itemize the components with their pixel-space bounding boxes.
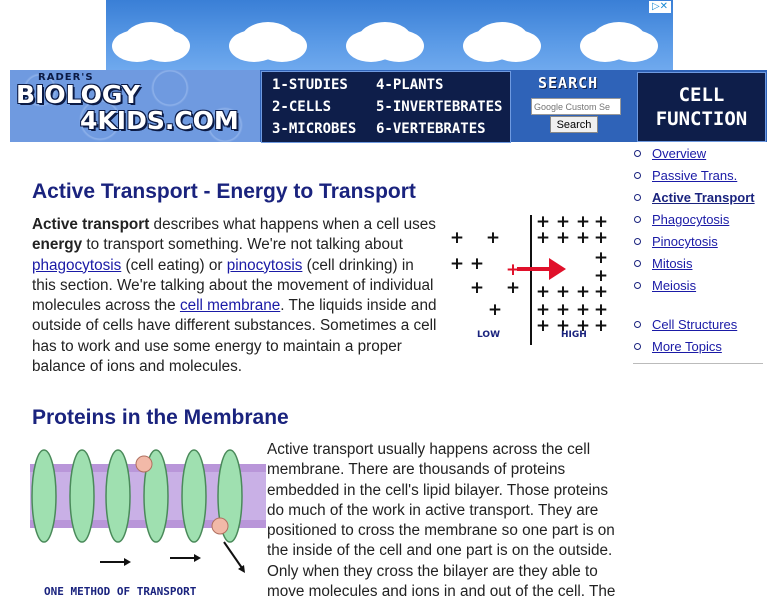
site-header bbox=[10, 70, 767, 142]
sidebar-item-meiosis[interactable] bbox=[633, 276, 767, 298]
plus-sign: + bbox=[555, 228, 571, 248]
sidebar-item-more-topics[interactable] bbox=[633, 337, 767, 359]
sidebar-link[interactable]: Passive Trans. bbox=[652, 168, 738, 183]
bullet-icon bbox=[634, 172, 641, 179]
sidebar-link[interactable]: Mitosis bbox=[652, 256, 693, 271]
link-phagocytosis[interactable]: phagocytosis bbox=[32, 256, 122, 274]
search-panel bbox=[518, 70, 635, 142]
protein-channel bbox=[32, 450, 56, 542]
section-banner-line2: FUNCTION bbox=[655, 108, 748, 130]
sidebar-item-mitosis[interactable] bbox=[633, 254, 767, 276]
intro-paragraph bbox=[32, 215, 437, 377]
plus-sign: + bbox=[575, 300, 591, 320]
protein-channel bbox=[106, 450, 130, 542]
plus-signs bbox=[450, 212, 608, 336]
sidebar-link[interactable]: Pinocytosis bbox=[652, 234, 718, 249]
plus-sign: + bbox=[555, 300, 571, 320]
text-run: (cell eating) or bbox=[121, 256, 227, 274]
logo-line2: 4KIDS.COM bbox=[80, 106, 239, 135]
bullet-icon bbox=[634, 238, 641, 245]
plus-sign: + bbox=[469, 254, 485, 274]
flow-arrow bbox=[224, 542, 242, 568]
bullet-icon bbox=[634, 260, 641, 267]
molecule-outside bbox=[136, 456, 152, 472]
bullet-icon bbox=[634, 150, 641, 157]
plus-sign: + bbox=[575, 316, 591, 336]
sidebar-link[interactable]: Active Transport bbox=[652, 190, 755, 205]
flow-arrowhead bbox=[194, 554, 201, 562]
sidebar-item-passive-transport[interactable] bbox=[633, 166, 767, 188]
flow-arrowhead bbox=[124, 558, 131, 566]
sidebar-link[interactable]: Cell Structures bbox=[652, 317, 738, 332]
section-heading-proteins: Proteins in the Membrane bbox=[32, 406, 289, 429]
logo-line1: BIOLOGY bbox=[16, 80, 140, 109]
plus-sign: + bbox=[593, 316, 609, 336]
plus-sign: + bbox=[575, 282, 591, 302]
cloud-shape bbox=[241, 22, 295, 58]
main-content bbox=[32, 180, 622, 204]
bullet-icon bbox=[634, 343, 641, 350]
plus-sign: + bbox=[535, 282, 551, 302]
bullet-icon bbox=[634, 216, 641, 223]
plus-sign: + bbox=[485, 228, 501, 248]
plus-sign: + bbox=[555, 316, 571, 336]
plus-sign: + bbox=[575, 212, 591, 232]
cloud-shape bbox=[358, 22, 412, 58]
sidebar-item-active-transport[interactable] bbox=[633, 188, 767, 210]
plus-sign: + bbox=[593, 212, 609, 232]
main-nav bbox=[261, 71, 511, 143]
link-cell-membrane[interactable]: cell membrane bbox=[179, 297, 281, 315]
text-run: (cell drinking) in this section. We're talking about the movement of individual molecules across the bbox=[32, 256, 434, 315]
plus-sign: + bbox=[535, 300, 551, 320]
diagram-caption: ONE METHOD OF TRANSPORT bbox=[44, 585, 197, 598]
cloud-shape bbox=[124, 22, 178, 58]
ad-choices-icon[interactable]: ▷✕ bbox=[649, 1, 671, 13]
plus-sign: + bbox=[487, 300, 503, 320]
section-banner[interactable] bbox=[637, 72, 766, 142]
plus-sign: + bbox=[555, 212, 571, 232]
sidebar-divider bbox=[633, 363, 763, 364]
logo-subtitle: RADER'S bbox=[38, 72, 94, 83]
sidebar-link[interactable]: Meiosis bbox=[652, 278, 697, 293]
gradient-illustration bbox=[447, 211, 613, 351]
molecule-inside bbox=[212, 518, 228, 534]
plus-sign: + bbox=[449, 228, 465, 248]
protein-channel bbox=[182, 450, 206, 542]
transported-ion: + bbox=[505, 260, 521, 280]
search-input[interactable] bbox=[531, 98, 621, 115]
plus-sign: + bbox=[535, 212, 551, 232]
nav-cells[interactable]: 2-CELLS bbox=[272, 99, 332, 115]
page-title: Active Transport - Energy to Transport bbox=[32, 180, 416, 203]
active-transport-diagram bbox=[447, 211, 613, 351]
membrane-illustration bbox=[30, 442, 266, 602]
search-heading: SEARCH bbox=[538, 74, 599, 92]
nav-invertebrates[interactable]: 5-INVERTEBRATES bbox=[376, 99, 503, 115]
transport-arrowhead bbox=[549, 258, 566, 280]
sidebar-spacer bbox=[633, 298, 767, 315]
sidebar-item-pinocytosis[interactable] bbox=[633, 232, 767, 254]
term-energy: energy bbox=[32, 236, 83, 254]
sidebar-link[interactable]: More Topics bbox=[652, 339, 722, 354]
nav-plants[interactable]: 4-PLANTS bbox=[376, 77, 444, 93]
term-active-transport: Active transport bbox=[32, 216, 150, 233]
cloud-shape bbox=[592, 22, 646, 58]
sidebar-item-overview[interactable] bbox=[633, 144, 767, 166]
plus-sign: + bbox=[535, 316, 551, 336]
link-pinocytosis[interactable]: pinocytosis bbox=[226, 256, 303, 274]
sidebar-link[interactable]: Phagocytosis bbox=[652, 212, 730, 227]
bullet-icon bbox=[634, 194, 641, 201]
plus-sign: + bbox=[575, 228, 591, 248]
high-label: HIGH bbox=[561, 330, 587, 340]
plus-sign: + bbox=[593, 266, 609, 286]
section-banner-line1: CELL bbox=[678, 84, 725, 106]
nav-vertebrates[interactable]: 6-VERTEBRATES bbox=[376, 121, 486, 137]
plus-sign: + bbox=[555, 282, 571, 302]
plus-sign: + bbox=[593, 248, 609, 268]
plus-sign: + bbox=[593, 300, 609, 320]
bullet-icon bbox=[634, 321, 641, 328]
bullet-icon bbox=[634, 282, 641, 289]
nav-microbes[interactable]: 3-MICROBES bbox=[272, 121, 357, 137]
search-button[interactable]: Search bbox=[550, 116, 598, 133]
sidebar-nav bbox=[633, 144, 767, 364]
text-run: . The liquids inside and outside of cells have different substances. Sometimes a cell has to work and use some energy to maintain a proper balance of ions and molecules. bbox=[32, 297, 437, 376]
sidebar-item-phagocytosis[interactable] bbox=[633, 210, 767, 232]
text-run: to transport something. We're not talking about bbox=[82, 236, 403, 254]
sidebar-link[interactable]: Overview bbox=[652, 146, 707, 161]
plus-sign: + bbox=[593, 282, 609, 302]
proteins-paragraph: Active transport usually happens across the cell membrane. There are thousands of proteins embedded in the cell's lipid bilayer. Those proteins do much of the work in active transport. They are positioned to cross the membrane so one part is on the inside of the cell and one part is on the outside. Only when they cross the bilayer are they able to move molecules and ions in and out of the cell. The bbox=[267, 441, 616, 601]
site-logo[interactable] bbox=[16, 82, 256, 134]
plus-sign: + bbox=[449, 254, 465, 274]
sidebar-item-cell-structures[interactable] bbox=[633, 315, 767, 337]
text-run: describes what happens when a cell uses bbox=[149, 216, 436, 233]
plus-sign: + bbox=[505, 278, 521, 298]
cloud-shape bbox=[475, 22, 529, 58]
plus-sign: + bbox=[535, 228, 551, 248]
ad-banner[interactable] bbox=[106, 0, 673, 70]
plus-sign: + bbox=[593, 228, 609, 248]
plus-sign: + bbox=[469, 278, 485, 298]
low-label: LOW bbox=[477, 330, 500, 340]
protein-channel bbox=[70, 450, 94, 542]
membrane-protein-diagram bbox=[30, 442, 266, 602]
nav-studies[interactable]: 1-STUDIES bbox=[272, 77, 348, 93]
